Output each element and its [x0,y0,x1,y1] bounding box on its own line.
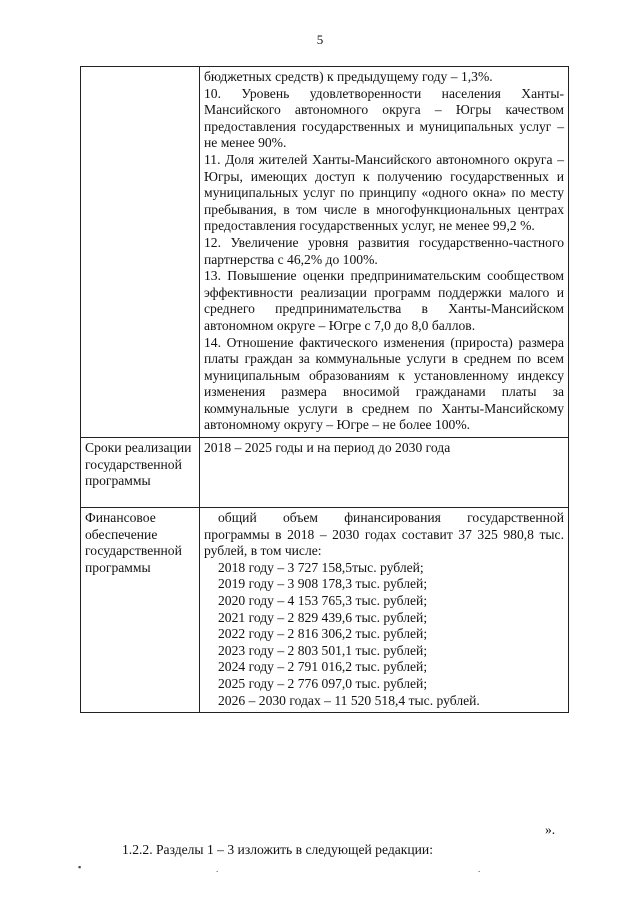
indicator-item: 13. Повышение оценки предпринимательским сообществом эффективности реализации программ поддержки малого и среднего предпринимательства в Ханты-Мансийском автономном округе – Югре с 7,0 до 8,0 баллов. [204,268,564,333]
terms-label: Сроки реализации государственной программы [81,438,200,508]
finance-year-line: 2020 году – 4 153 765,3 тыс. рублей; [218,593,428,609]
indicator-item: 14. Отношение фактического изменения (прироста) размера платы граждан за коммунальные услуги в среднем по всем муниципальным образованиям к установленному индексу изменения размера вносимой гражданами платы за коммунальные услуги в среднем по Ханты-Мансийскому автономному округу – Югре – не более 100%. [204,334,564,433]
indicator-item: 12. Увеличение уровня развития государственно-частного партнерства с 46,2% до 100%. [204,234,564,267]
scan-speck: ▪ [78,862,82,872]
finance-label: Финансовое обеспечение государственной программы [81,508,200,713]
finance-year-line: 2023 году – 2 803 501,1 тыс. рублей; [218,642,428,658]
finance-year-line: 2022 году – 2 816 306,2 тыс. рублей; [218,626,428,642]
finance-year-line: 2019 году – 3 908 178,3 тыс. рублей; [218,576,428,592]
finance-year-line: 2026 – 2030 годах – 11 520 518,4 тыс. рублей. [218,692,480,708]
indicator-item: бюджетных средств) к предыдущему году – 1,3%. [204,69,493,84]
program-passport-table [80,66,569,713]
terms-value: 2018 – 2025 годы и на период до 2030 года [200,438,569,508]
goal-indicators-text-cell [200,67,569,438]
goal-indicators-row [81,67,569,438]
indicator-item: 10. Уровень удовлетворенности населения Ханты-Мансийского автономного округа – Югры качеством предоставления государственных и муниципальных услуг – не менее 90%. [204,85,564,151]
closing-quote-mark: ». [545,822,556,837]
amendment-note: 1.2.2. Разделы 1 – 3 изложить в следующей редакции: [122,842,433,857]
finance-year-line: 2024 году – 2 791 016,2 тыс. рублей; [218,659,428,675]
terms-row [81,438,569,508]
finance-lead: общий объем финансирования государственной программы в 2018 – 2030 годах составит 37 325 980,8 тыс. рублей, в том числе: [204,510,564,559]
goal-indicators-label-cell [81,67,200,438]
finance-row [81,508,569,713]
indicator-item: 11. Доля жителей Ханты-Мансийского автономного округа – Югры, имеющих доступ к получению государственных и муниципальных услуг по принципу «одного окна» по месту пребывания, в том числе в многофункциональных центрах предоставления государственных услуг, не менее 99,2 %. [204,151,564,234]
finance-text-cell [200,508,569,713]
finance-year-line: 2025 году – 2 776 097,0 тыс. рублей; [218,676,428,691]
scan-speck: . [216,864,219,874]
finance-year-line: 2021 году – 2 829 439,6 тыс. рублей; [218,609,428,625]
finance-year-line: 2018 году – 3 727 158,5тыс. рублей; [218,559,424,575]
scan-speck: . [478,864,481,874]
page-number: 5 [316,32,324,47]
